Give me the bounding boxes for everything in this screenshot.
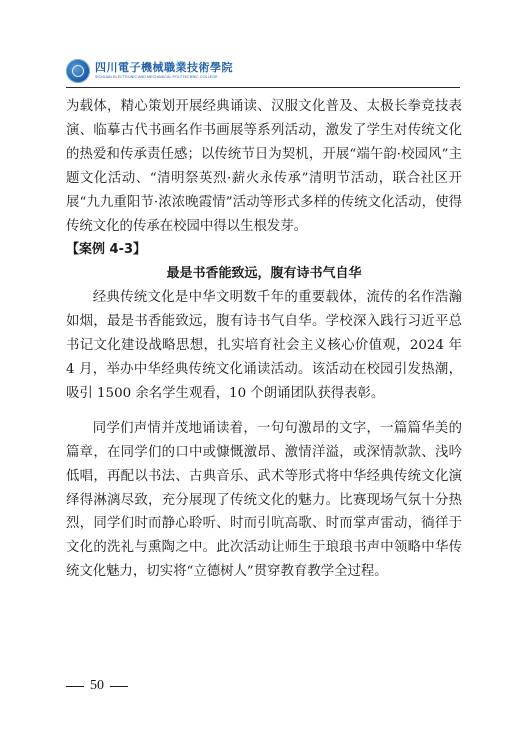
page-header xyxy=(66,58,233,84)
page-number: 50 xyxy=(90,678,104,693)
paragraph-case-detail: 同学们声情并茂地诵读着，一句句激昂的文字，一篇篇华美的篇章，在同学们的口中或慷慨激昂、激情洋溢，或深情款款、浅吟低唱，再配以书法、古典音乐、武术等形式将中华经典传统文化演绎得淋漓尽致，充分展现了传统文化的魅力。比赛现场气氛十分热烈，同学们时而静心聆听、时而引吭高歌、时而掌声雷动，徜徉于文化的洗礼与熏陶之中。此次活动让师生于琅琅书声中领略中华传统文化魅力，切实将“立德树人”贯穿教育教学全过程。 xyxy=(66,420,462,580)
footer-dash-left xyxy=(66,686,84,687)
header-divider xyxy=(66,87,460,88)
school-name-english: SICHUAN ELECTRONIC AND MECHANICAL POLYTECHNIC COLLEGE xyxy=(95,75,218,79)
school-name-block xyxy=(95,62,233,80)
page-footer xyxy=(66,678,128,694)
paragraph-continued: 为载体，精心策划开展经典诵读、汉服文化普及、太极长拳竞技表演、临摹古代书画名作书画展等系列活动，激发了学生对传统文化的热爱和传承责任感；以传统节日为契机，开展“端午韵·校园风”主题文化活动、“清明祭英烈·薪火永传承”清明节活动，联合社区开展“九九重阳节·浓浓晚霞情”活动等形式多样的传统文化活动，使得传统文化的传承在校园中得以生根发芽。 xyxy=(66,99,462,234)
paragraph-spacer xyxy=(66,406,462,417)
case-label: 【案例 4-3】 xyxy=(66,242,147,258)
case-title: 最是书香能致远，腹有诗书气自华 xyxy=(166,266,362,282)
school-name: 四川電子機械職業技術學院 xyxy=(95,62,233,74)
paragraph-case-intro: 经典传统文化是中华文明数千年的重要载体，流传的名作浩瀚如烟，最是书香能致远，腹有诗书气自华。学校深入践行习近平总书记文化建设战略思想，扎实培育社会主义核心价值观，2024 年 4 月，举办中华经典传统文化诵读活动。该活动在校园引发热潮，吸引 1500 余名学生观看，10 个朗诵团队获得表彰。 xyxy=(66,290,462,401)
school-logo-icon xyxy=(66,59,90,83)
footer-dash-right xyxy=(110,686,128,687)
page-body xyxy=(66,95,462,584)
